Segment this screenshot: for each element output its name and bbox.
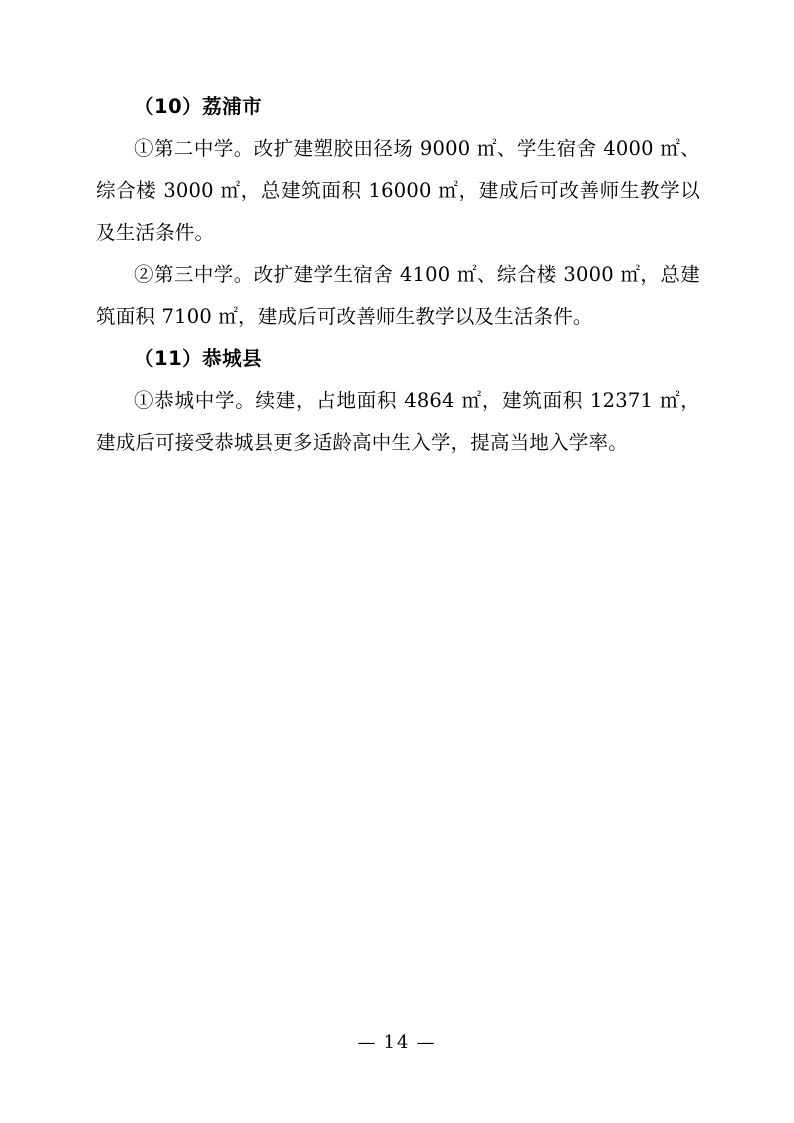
section-heading-liupu: （10）荔浦市: [134, 95, 263, 118]
paragraph-gongcheng-middle-school: ①恭城中学。续建，占地面积 4864 ㎡，建筑面积 12371 ㎡，建成后可接受恭城县更多适龄高中生入学，提高当地入学率。: [96, 389, 700, 454]
footer-left-dash: —: [357, 1032, 378, 1053]
page-footer: [0, 1032, 794, 1053]
document-body: [96, 86, 700, 464]
section-heading-gongcheng: （11）恭城县: [134, 347, 263, 370]
footer-right-dash: —: [416, 1032, 437, 1053]
page-number: 14: [383, 1032, 411, 1053]
paragraph-second-middle-school: ①第二中学。改扩建塑胶田径场 9000 ㎡、学生宿舍 4000 ㎡、综合楼 3000 ㎡，总建筑面积 16000 ㎡，建成后可改善师生教学以及生活条件。: [96, 137, 700, 244]
paragraph-third-middle-school: ②第三中学。改扩建学生宿舍 4100 ㎡、综合楼 3000 ㎡，总建筑面积 7100 ㎡，建成后可改善师生教学以及生活条件。: [96, 263, 700, 328]
